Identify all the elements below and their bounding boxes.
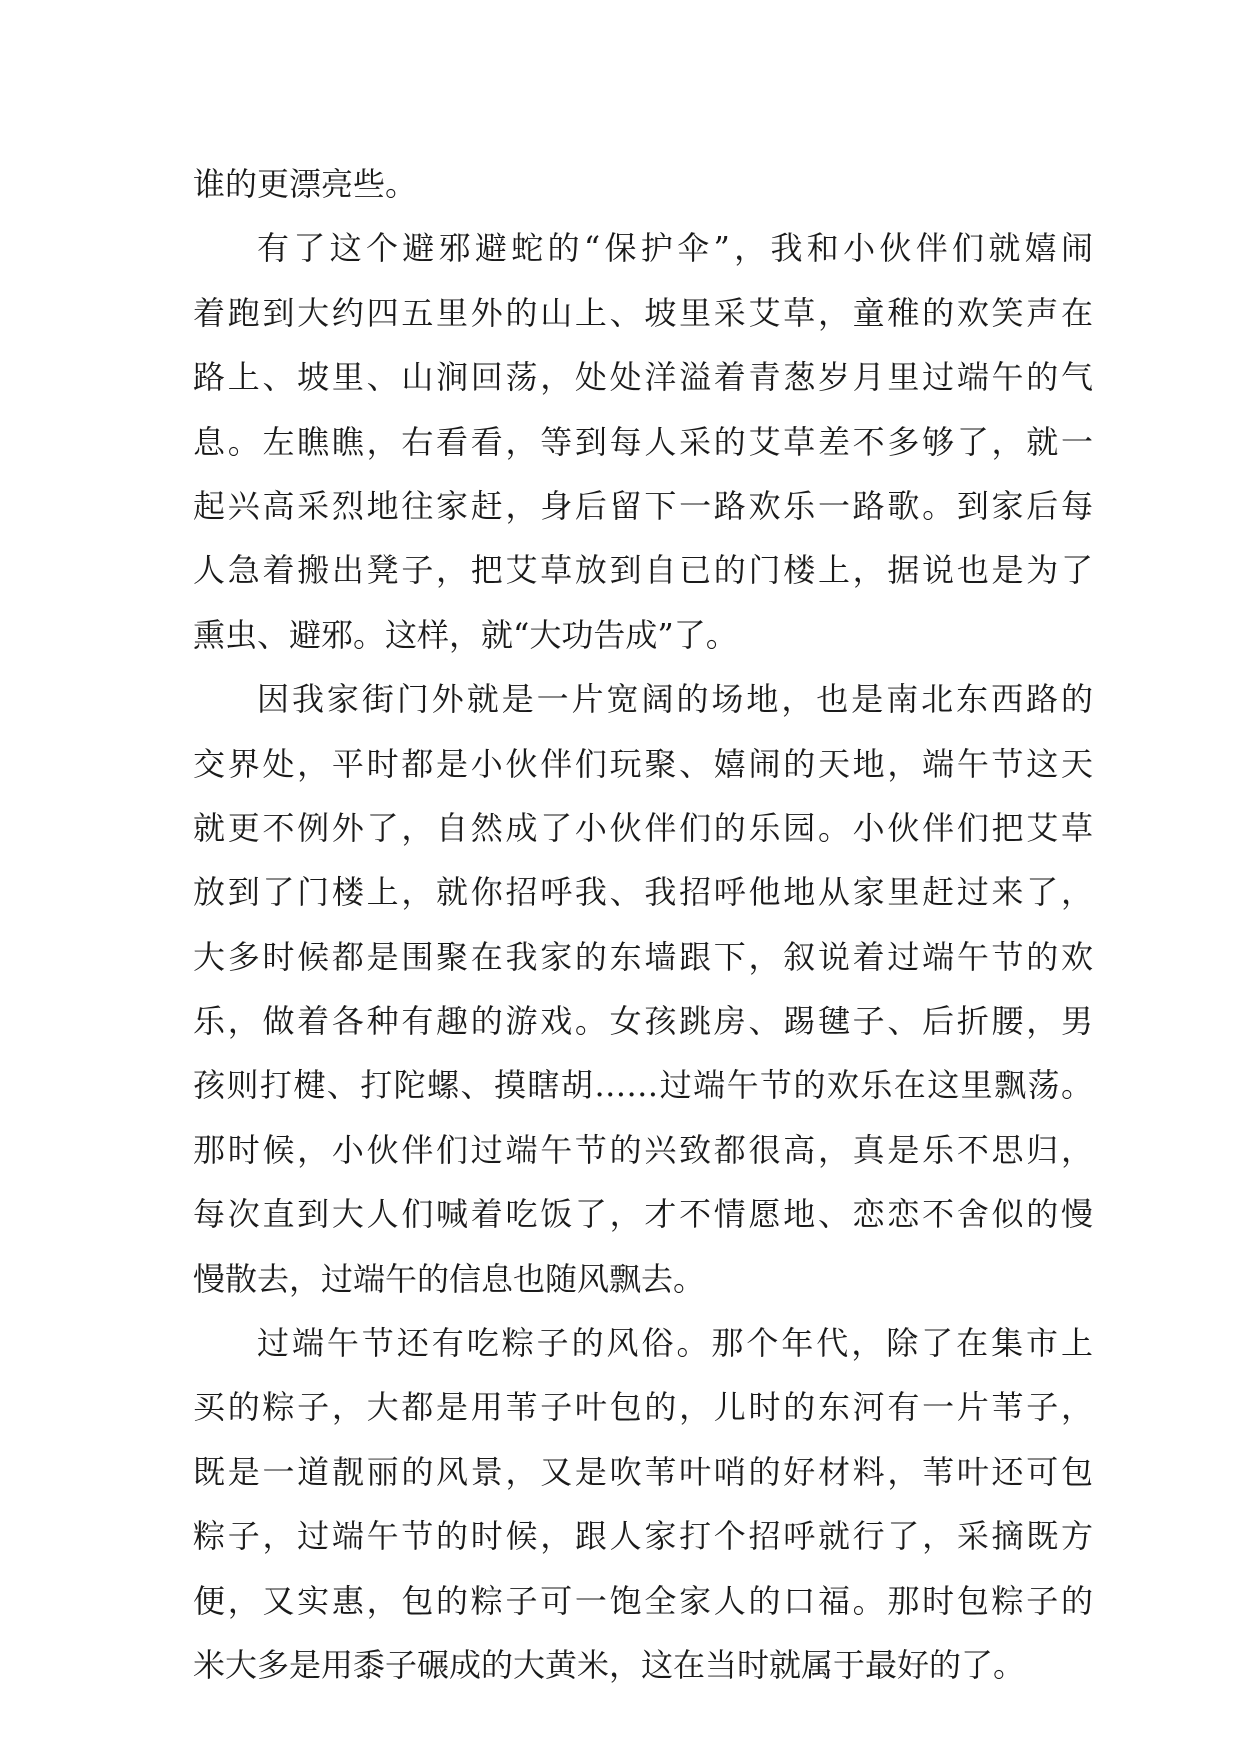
text-line: 便，又实惠，包的粽子可一饱全家人的口福。那时包粽子的 bbox=[193, 1581, 1093, 1620]
paragraph bbox=[193, 667, 1093, 1311]
text-line: 慢散去，过端午的信息也随风飘去。 bbox=[193, 1259, 706, 1298]
text-line: 孩则打楗、打陀螺、摸瞎胡……过端午节的欢乐在这里飘荡。 bbox=[193, 1066, 1093, 1105]
text-line: 着跑到大约四五里外的山上、坡里采艾草，童稚的欢笑声在 bbox=[193, 293, 1093, 332]
body-text bbox=[193, 152, 1093, 1697]
text-line: 那时候，小伙伴们过端午节的兴致都很高，真是乐不思归， bbox=[193, 1130, 1093, 1169]
text-line: 人急着搬出凳子，把艾草放到自已的门楼上，据说也是为了 bbox=[193, 551, 1093, 590]
text-line: 大多时候都是围聚在我家的东墙跟下，叙说着过端午节的欢 bbox=[193, 937, 1093, 976]
text-line: 买的粽子，大都是用苇子叶包的，儿时的东河有一片苇子， bbox=[193, 1388, 1093, 1427]
text-line: 交界处，平时都是小伙伴们玩聚、嬉闹的天地，端午节这天 bbox=[193, 744, 1093, 783]
paragraph bbox=[193, 1311, 1093, 1697]
text-line: 米大多是用黍子碾成的大黄米，这在当时就属于最好的了。 bbox=[193, 1645, 1026, 1684]
text-line: 粽子，过端午节的时候，跟人家打个招呼就行了，采摘既方 bbox=[193, 1517, 1093, 1556]
text-line: 过端午节还有吃粽子的风俗。那个年代，除了在集市上 bbox=[257, 1324, 1093, 1363]
text-line: 路上、坡里、山涧回荡，处处洋溢着青葱岁月里过端午的气 bbox=[193, 358, 1093, 397]
text-line: 熏虫、避邪。这样，就“大功告成”了。 bbox=[193, 615, 738, 654]
paragraph bbox=[193, 152, 1093, 216]
text-line: 谁的更漂亮些。 bbox=[193, 165, 418, 203]
paragraph bbox=[193, 216, 1093, 667]
text-line: 息。左瞧瞧，右看看，等到每人采的艾草差不多够了，就一 bbox=[193, 422, 1093, 461]
text-line: 有了这个避邪避蛇的“保护伞”，我和小伙伴们就嬉闹 bbox=[257, 229, 1093, 268]
text-line: 就更不例外了，自然成了小伙伴们的乐园。小伙伴们把艾草 bbox=[193, 808, 1093, 847]
text-line: 起兴高采烈地往家赶，身后留下一路欢乐一路歌。到家后每 bbox=[193, 486, 1093, 525]
text-line: 每次直到大人们喊着吃饭了，才不情愿地、恋恋不舍似的慢 bbox=[193, 1195, 1093, 1234]
text-line: 乐，做着各种有趣的游戏。女孩跳房、踢毽子、后折腰，男 bbox=[193, 1002, 1093, 1041]
text-line: 因我家街门外就是一片宽阔的场地，也是南北东西路的 bbox=[257, 680, 1093, 719]
text-line: 放到了门楼上，就你招呼我、我招呼他地从家里赶过来了， bbox=[193, 873, 1093, 912]
text-line: 既是一道靓丽的风景，又是吹苇叶哨的好材料，苇叶还可包 bbox=[193, 1452, 1093, 1491]
